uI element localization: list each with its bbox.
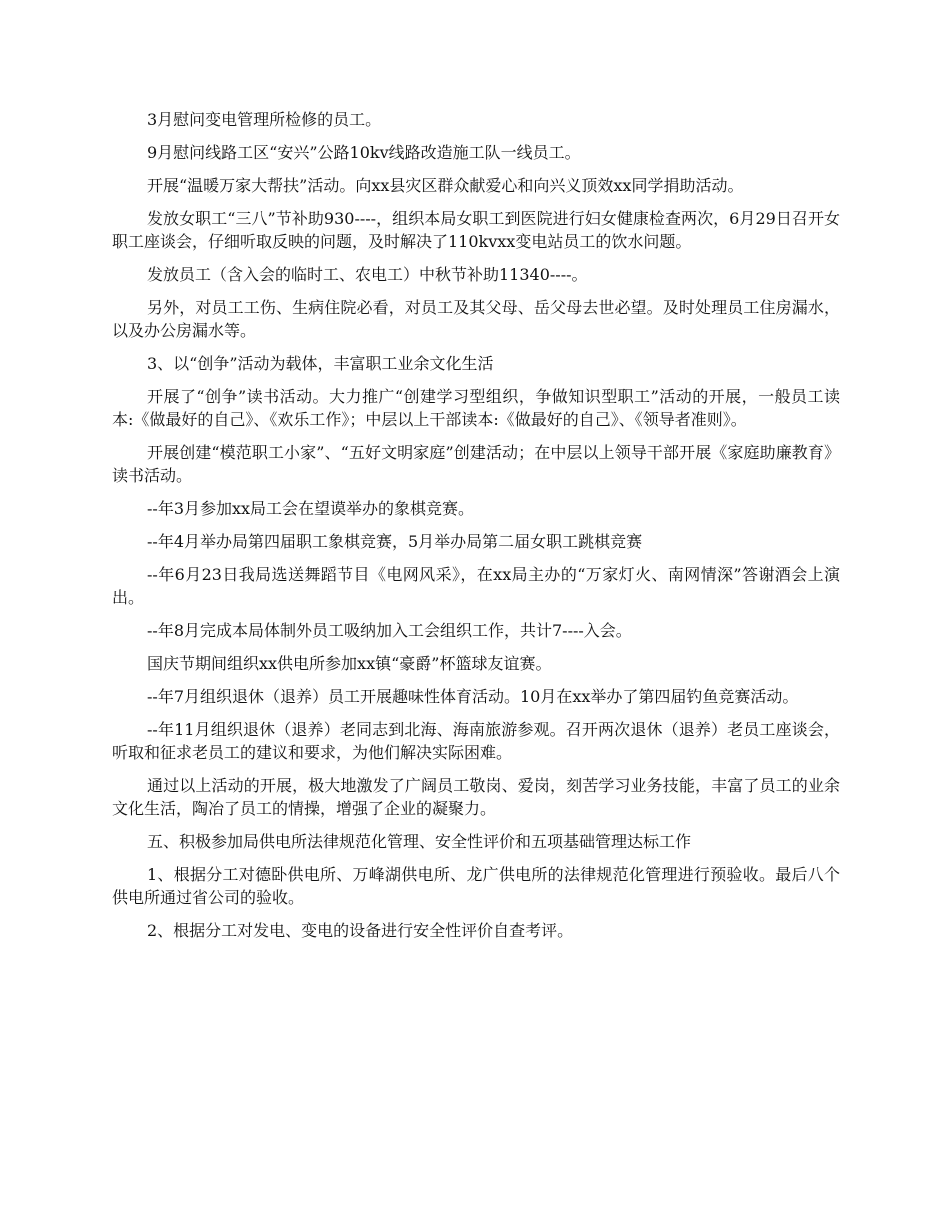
paragraph: 国庆节期间组织xx供电所参加xx镇“豪爵”杯篮球友谊赛。 — [147, 654, 552, 673]
paragraph: 开展创建“模范职工小家”、“五好文明家庭”创建活动；在中层以上领导干部开展《家庭助廉教育》读书活动。 — [112, 443, 840, 485]
paragraph: 9月慰问线路工区“安兴”公路10kv线路改造施工队一线员工。 — [147, 143, 581, 162]
paragraph: 另外，对员工工伤、生病住院必看，对员工及其父母、岳父母去世必望。及时处理员工住房漏水，以及办公房漏水等。 — [112, 298, 840, 340]
paragraph: --年11月组织退休（退养）老同志到北海、海南旅游参观。召开两次退休（退养）老员工座谈会，听取和征求老员工的建议和要求，为他们解决实际困难。 — [112, 720, 840, 762]
section-heading: 3、以“创争”活动为载体，丰富职工业余文化生活 — [147, 354, 494, 373]
paragraph: 发放员工（含入会的临时工、农电工）中秋节补助11340----。 — [147, 265, 588, 284]
paragraph: --年6月23日我局选送舞蹈节目《电网风采》，在xx局主办的“万家灯火、南网情深”答谢酒会上演出。 — [112, 565, 840, 607]
section-heading: 五、积极参加局供电所法律规范化管理、安全性评价和五项基础管理达标工作 — [147, 832, 692, 851]
paragraph: 通过以上活动的开展，极大地激发了广阔员工敬岗、爱岗，刻苦学习业务技能，丰富了员工的业余文化生活，陶冶了员工的情操，增强了企业的凝聚力。 — [112, 776, 840, 818]
paragraph: 3月慰问变电管理所检修的员工。 — [147, 110, 382, 129]
paragraph: 1、根据分工对德卧供电所、万峰湖供电所、龙广供电所的法律规范化管理进行预验收。最后八个供电所通过省公司的验收。 — [112, 865, 840, 907]
paragraph: 2、根据分工对发电、变电的设备进行安全性评价自查考评。 — [147, 921, 574, 940]
paragraph: --年3月参加xx局工会在望谟举办的象棋竞赛。 — [147, 499, 475, 518]
paragraph: --年7月组织退休（退养）员工开展趣味性体育活动。10月在xx举办了第四届钓鱼竞赛活动。 — [147, 687, 799, 706]
paragraph: 开展了“创争”读书活动。大力推广“创建学习型组织，争做知识型职工”活动的开展，一般员工读本:《做最好的自己》、《欢乐工作》；中层以上干部读本:《做最好的自己》、《领导者准则》。 — [112, 387, 840, 429]
document-body — [112, 108, 840, 952]
paragraph: --年4月举办局第四届职工象棋竞赛，5月举办局第二届女职工跳棋竞赛 — [147, 532, 643, 551]
paragraph: 开展“温暖万家大帮扶”活动。向xx县灾区群众献爱心和向兴义顶效xx同学捐助活动。 — [147, 176, 744, 195]
paragraph: 发放女职工“三八”节补助930----，组织本局女职工到医院进行妇女健康检查两次，6月29日召开女职工座谈会，仔细听取反映的问题，及时解决了110kvxx变电站员工的饮水问题。 — [112, 209, 840, 251]
paragraph: --年8月完成本局体制外员工吸纳加入工会组织工作，共计7----入会。 — [147, 621, 632, 640]
